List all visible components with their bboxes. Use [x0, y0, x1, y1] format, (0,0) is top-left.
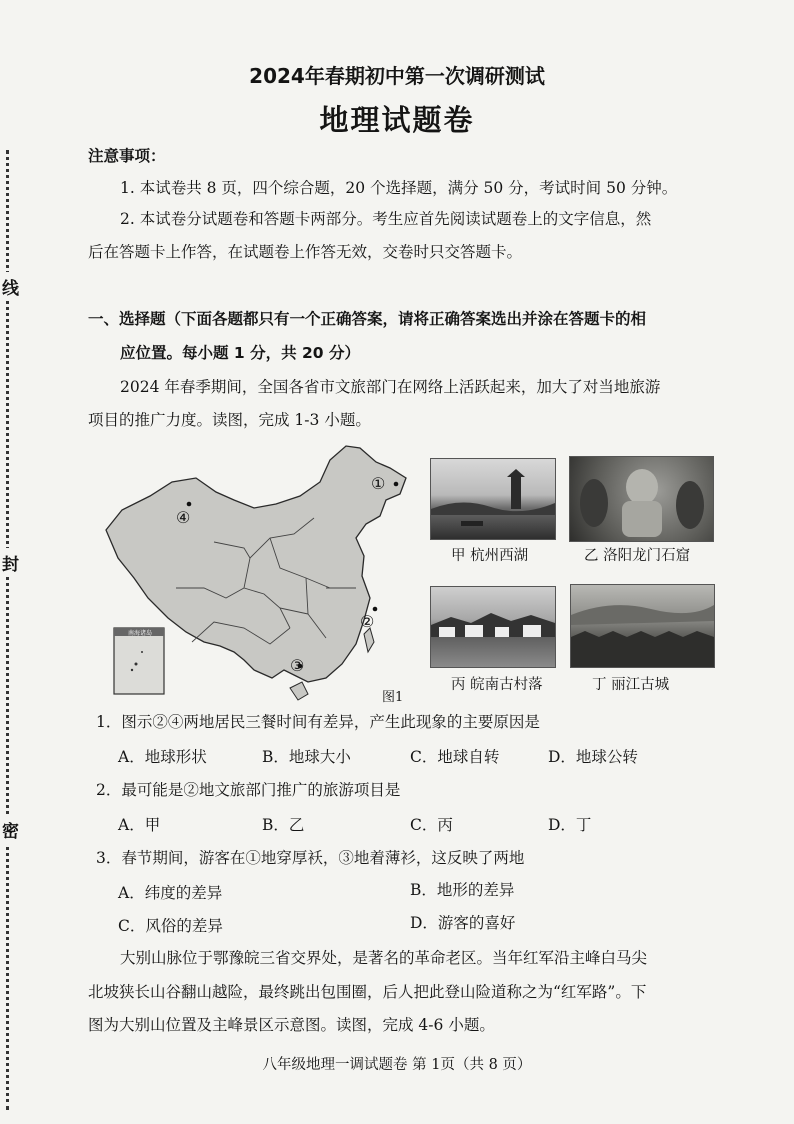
map-marker-4: ④ [176, 508, 191, 527]
china-map-icon [94, 438, 412, 708]
photo-caption-bing: 丙 皖南古村落 [451, 677, 543, 693]
village-icon [431, 587, 555, 667]
passage2-line1: 大别山脉位于鄂豫皖三省交界处，是著名的革命老区。当年红军沿主峰白马尖 [120, 949, 648, 967]
passage2-line2: 北坡狭长山谷翻山越险，最终跳出包围圈，后人把此登山险道称之为“红军路”。下 [88, 983, 647, 1001]
binding-char-xian: 线 [2, 272, 19, 301]
photo-bing-anhui-village [430, 586, 556, 668]
q3-option-b[interactable]: B．地形的差异 [410, 881, 515, 899]
exam-title: 2024年春期初中第一次调研测试 [249, 64, 545, 88]
inset-label: 南海诸岛 [127, 630, 152, 637]
q3-option-d[interactable]: D．游客的喜好 [410, 914, 516, 932]
notice-heading: 注意事项： [88, 147, 166, 165]
photo-caption-jia: 甲 杭州西湖 [451, 548, 529, 564]
map-marker-3: ③ [290, 656, 305, 675]
q2-option-c[interactable]: C．丙 [410, 816, 453, 834]
q1-option-b[interactable]: B．地球大小 [262, 748, 351, 766]
photo-caption-yi: 乙 洛阳龙门石窟 [584, 548, 691, 564]
binding-char-feng: 封 [2, 548, 19, 577]
notice-item-2-line1: 2. 本试卷分试题卷和答题卡两部分。考生应首先阅读试题卷上的文字信息，然 [120, 210, 652, 228]
photo-yi-longmen-grottoes [569, 456, 714, 542]
section1-intro-line2: 项目的推广力度。读图，完成 1-3 小题。 [88, 411, 371, 429]
question-3-stem: 3．春节期间，游客在①地穿厚袄，③地着薄衫，这反映了两地 [96, 849, 525, 867]
q1-option-a[interactable]: A．地球形状 [118, 748, 207, 766]
photo-ding-lijiang-old-town [570, 584, 715, 668]
question-2-stem: 2．最可能是②地文旅部门推广的旅游项目是 [96, 781, 401, 799]
section1-intro-line1: 2024 年春季期间，全国各省市文旅部门在网络上活跃起来，加大了对当地旅游 [120, 378, 661, 396]
question-1-stem: 1．图示②④两地居民三餐时间有差异，产生此现象的主要原因是 [96, 713, 540, 731]
map-marker-2: ② [360, 612, 375, 631]
page-footer: 八年级地理一调试题卷 第 1页（共 8 页） [262, 1057, 532, 1073]
q2-option-d[interactable]: D．丁 [548, 816, 592, 834]
q1-option-c[interactable]: C．地球自转 [410, 748, 500, 766]
binding-char-mi: 密 [2, 815, 19, 844]
photo-caption-ding: 丁 丽江古城 [592, 677, 670, 693]
grotto-buddha-icon [570, 457, 713, 541]
notice-item-1: 1. 本试卷共 8 页，四个综合题，20 个选择题，满分 50 分，考试时间 50 分钟。 [120, 179, 678, 197]
section1-heading-line2: 应位置。每小题 1 分，共 20 分） [120, 344, 360, 362]
china-map-figure [94, 438, 412, 708]
old-town-roofs-icon [571, 585, 714, 667]
notice-item-2-line2: 后在答题卡上作答，在试题卷上作答无效，交卷时只交答题卡。 [88, 243, 523, 261]
exam-subtitle: 地理试题卷 [319, 103, 475, 137]
q1-option-d[interactable]: D．地球公转 [548, 748, 638, 766]
figure1-label: 图1 [382, 690, 404, 705]
pagoda-icon [431, 459, 555, 539]
q3-option-a[interactable]: A．纬度的差异 [118, 884, 223, 902]
q2-option-a[interactable]: A．甲 [118, 816, 161, 834]
section1-heading-line1: 一、选择题（下面各题都只有一个正确答案，请将正确答案选出并涂在答题卡的相 [88, 310, 647, 328]
map-marker-1: ① [371, 474, 386, 493]
q2-option-b[interactable]: B．乙 [262, 816, 305, 834]
passage2-line3: 图为大别山位置及主峰景区示意图。读图，完成 4-6 小题。 [88, 1016, 495, 1034]
photo-jia-west-lake [430, 458, 556, 540]
q3-option-c[interactable]: C．风俗的差异 [118, 917, 223, 935]
